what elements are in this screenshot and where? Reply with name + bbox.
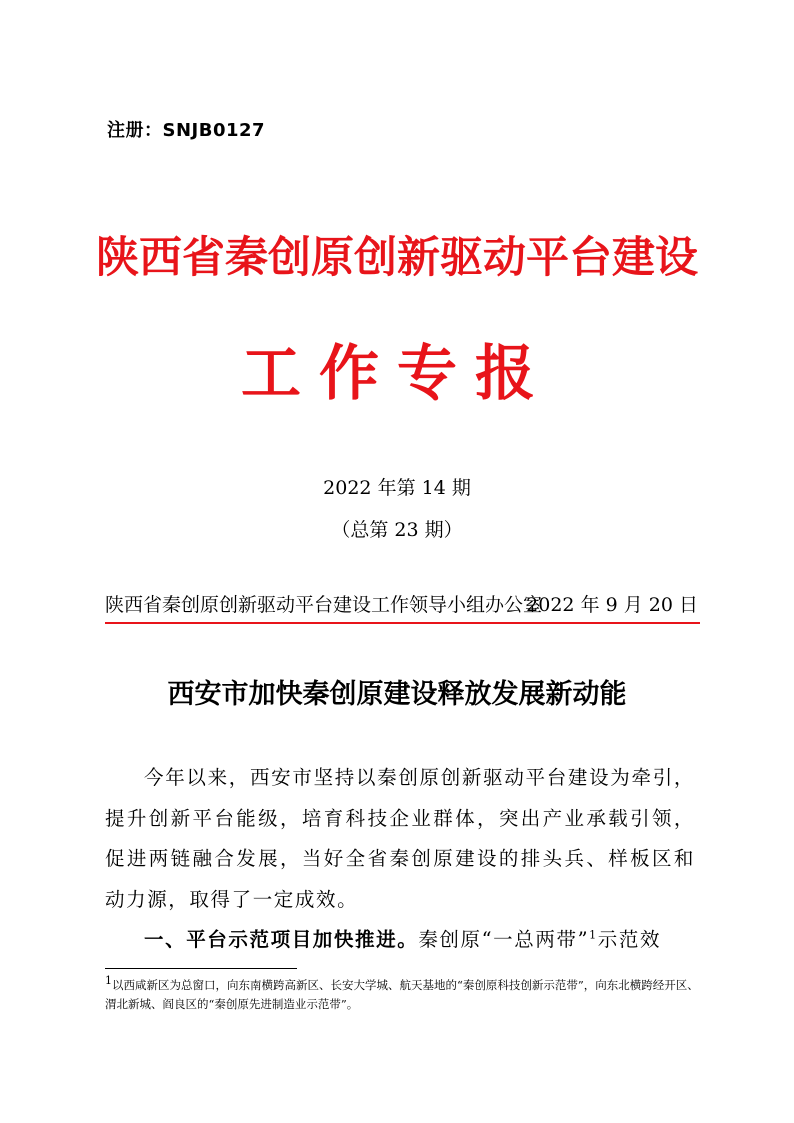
masthead-title: 陕西省秦创原创新驱动平台建设	[96, 233, 698, 283]
section-heading: 一、平台示范项目加快推进。	[144, 928, 419, 951]
masthead-subtitle: 工作专报	[241, 339, 553, 409]
paragraph: 今年以来，西安市坚持以秦创原创新驱动平台建设为牵引，提升创新平台能级，培育科技企业群体，突出产业承载引领，促进两链融合发展，当好全省秦创原建设的排头兵、样板区和动力源，取得了一定成效。	[105, 766, 695, 911]
paragraph-text: 秦创原“一总两带”	[418, 928, 590, 951]
paragraph-text: 示范效	[597, 928, 662, 951]
article-title: 西安市加快秦创原建设释放发展新动能	[167, 679, 627, 710]
registration-number: 注册：SNJB0127	[107, 120, 266, 141]
footnote-reference[interactable]: 1	[589, 928, 598, 942]
issue-date: 2022 年 9 月 20 日	[526, 594, 698, 616]
issuing-office: 陕西省秦创原创新驱动平台建设工作领导小组办公室	[105, 594, 543, 616]
paragraph	[105, 920, 695, 961]
footnote-divider	[105, 968, 297, 969]
footnote-text: 以西咸新区为总窗口，向东南横跨高新区、长安大学城、航天基地的“秦创原科技创新示范带”，向东北横跨经开区、渭北新城、阎良区的“秦创原先进制造业示范带”。	[105, 978, 699, 1011]
article-body	[105, 758, 695, 961]
issue-number: 2022 年第 14 期	[323, 477, 471, 499]
footnote-mark: 1	[105, 974, 112, 988]
red-divider	[105, 622, 700, 624]
issue-total: （总第 23 期）	[331, 519, 463, 541]
footnote	[105, 976, 705, 1014]
